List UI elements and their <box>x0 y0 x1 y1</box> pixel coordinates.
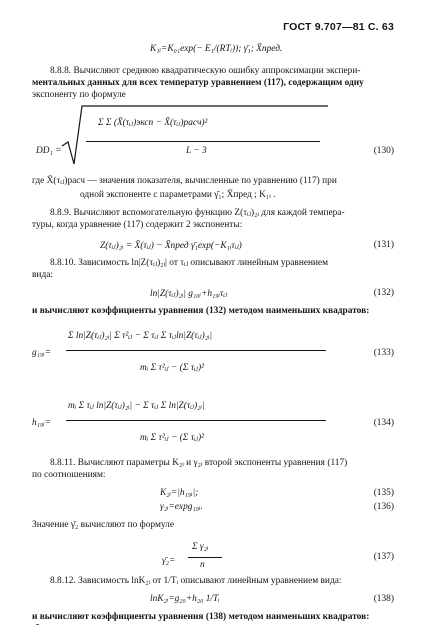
formula-134-lhs: h₁₉ᵢ= <box>32 418 52 428</box>
formula-134-denominator: mᵢ Σ τ²ᵢⱼ − (Σ τᵢⱼ)² <box>140 433 204 443</box>
para-8811-line2: по соотношениям: <box>32 470 106 480</box>
eq-number-136: (136) <box>373 502 394 512</box>
last-line: и вычисляют коэффициенты уравнения (138) методом наименьших квадратов: <box>32 612 370 622</box>
para-889-line2: туры, когда уравнение (117) содержит 2 экспоненты: <box>32 220 243 230</box>
formula-134-numerator: mᵢ Σ τᵢⱼ ln|Z(τᵢⱼ)₂ᵢ| − Σ τᵢⱼ Σ ln|Z(τᵢⱼ)₂ᵢ| <box>68 401 205 411</box>
formula-133-denominator: mᵢ Σ τ²ᵢⱼ − (Σ τᵢⱼ)² <box>140 363 204 373</box>
formula-dd1-denominator: L − 3 <box>186 146 207 156</box>
formula-133-numerator: Σ ln|Z(τᵢⱼ)₂ᵢ| Σ τ²ᵢⱼ − Σ τᵢⱼ Σ τᵢⱼln|Z(τᵢⱼ)₂ᵢ| <box>68 331 213 341</box>
eq-number-135: (135) <box>373 488 394 498</box>
para-8810-line2: вида: <box>32 270 53 280</box>
eq-number-132: (132) <box>373 288 394 298</box>
where-line2: одной экспоненте с параметрами γ̄₁; X̄пред ; K₁ᵢ . <box>80 190 276 200</box>
formula-137-numerator: Σ γ₂ᵢ <box>192 542 209 552</box>
para-888-line3: экспоненту по формуле <box>32 90 126 100</box>
eq-number-133: (133) <box>373 348 394 358</box>
para-889-line1: 8.8.9. Вычисляют вспомогательную функцию Z(τᵢⱼ)₂ᵢ для каждой темпера- <box>50 208 345 218</box>
formula-k1i: K₁ᵢ=K₀₁exp(− E₁/(RTᵢ)); γ̄₁; X̄пред. <box>150 44 283 54</box>
eq-number-138: (138) <box>373 594 394 604</box>
eq-number-134: (134) <box>373 418 394 428</box>
fraction-bar-133 <box>66 350 326 351</box>
fraction-bar-134 <box>66 420 326 421</box>
para-888-line1: 8.8.8. Вычисляют среднюю квадратическую ошибку аппроксимации экспери- <box>50 66 361 76</box>
coef-line: и вычисляют коэффициенты уравнения (132) методом наименьших квадратов: <box>32 306 370 316</box>
formula-133-lhs: g₁₉ᵢ= <box>32 348 52 358</box>
formula-131: Z(τᵢⱼ)₂ᵢ = X̄(τᵢⱼ) − X̄пред γ̄₁exp(−K₁ᵢτᵢⱼ) <box>100 241 242 251</box>
gamma2-line: Значение γ̄₂ вычисляют по формуле <box>32 520 175 530</box>
formula-138: lnK₂ᵢ=g₂₀+h₂₀ 1/Tᵢ <box>150 594 220 604</box>
formula-132: ln|Z(τᵢⱼ)₂ᵢ| g₁₀ᵢ+h₁₉ᵢτᵢⱼ <box>150 289 228 299</box>
para-8812: 8.8.12. Зависимость lnK₂ᵢ от 1/Tᵢ описывают линейным уравнением вида: <box>50 576 342 586</box>
where-line1: где X̄(τᵢⱼ)расч — значения показателя, вычисленные по уравнению (117) при <box>32 176 337 186</box>
formula-dd1-numerator: Σ Σ (X̄(τᵢⱼ)эксп − X̄(τᵢⱼ)расч)² <box>98 118 208 128</box>
formula-136: γ₂ᵢ=expg₁₉ᵢ. <box>160 502 203 512</box>
fraction-bar-dd1 <box>86 141 320 142</box>
para-8811-line1: 8.8.11. Вычисляют параметры K₂ᵢ и γ₂ᵢ второй экспоненты уравнения (117) <box>50 458 348 468</box>
formula-137-denominator: n <box>200 560 205 570</box>
page-header: ГОСТ 9.707—81 С. 63 <box>283 21 394 33</box>
fraction-bar-137 <box>188 557 222 558</box>
eq-number-131: (131) <box>373 240 394 250</box>
radical-sign <box>60 102 330 166</box>
para-888-line2: ментальных данных для всех температур уравнением (117), содержащим одну <box>32 78 364 88</box>
formula-135: K₂ᵢ=|h₁₉ᵢ|; <box>160 488 199 498</box>
para-8810-line1: 8.8.10. Зависимость ln|Z(τᵢⱼ)₂ᵢ| от τᵢⱼ описывают линейным уравнением <box>50 258 329 268</box>
eq-number-137: (137) <box>373 552 394 562</box>
formula-137-lhs: γ̄₂= <box>162 556 176 566</box>
formula-dd1-lhs: DD₁ = <box>36 146 62 156</box>
eq-number-130: (130) <box>373 146 394 156</box>
page-mark <box>36 624 39 625</box>
